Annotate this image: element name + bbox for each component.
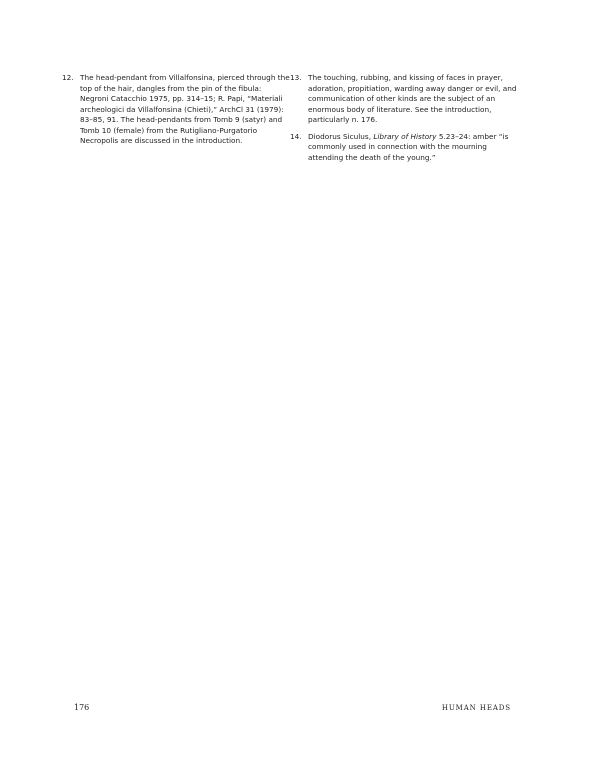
footnote-number: 12. [62,73,74,82]
footnote-number: 14. [290,131,302,141]
footnote-13 [290,73,522,126]
footnote-text [308,132,522,164]
footnote-14 [290,132,522,164]
footnote-12 [62,73,290,147]
book-title: Library of History [373,131,437,141]
footnote-text: The touching, rubbing, and kissing of faces in prayer, adoration, propitiation, warding away danger or evil, and communication of other kinds are the subject of an enormous body of literature. See the introduction, particularly n. 176. [308,73,517,124]
footnote-text: The head-pendant from Villalfonsina, pierced through the top of the hair, dangles from the pin of the fibula: Negroni Catacchio 1975, pp. 314–15; R. Papi, “Materiali archeologici da Villalfonsina (Chieti),” ArchCl 31 (1979): 83–85, 91. The head-pendants from Tomb 9 (satyr) and Tomb 10 (female) from the Rutigliano-Purgatorio Necropolis are discussed in the introduction. [80,73,290,145]
running-head: HUMAN HEADS [441,704,511,712]
footnotes-column-right [290,73,522,169]
footnotes-column-left [62,73,290,153]
footnote-text-before: Diodorus Siculus, [308,131,374,141]
footnote-number: 13. [290,73,302,82]
page-number: 176 [74,703,90,712]
footnote-text-after: 5.23–24: amber “is commonly used in connection with the mourning attending the death of the young.” [308,131,509,162]
